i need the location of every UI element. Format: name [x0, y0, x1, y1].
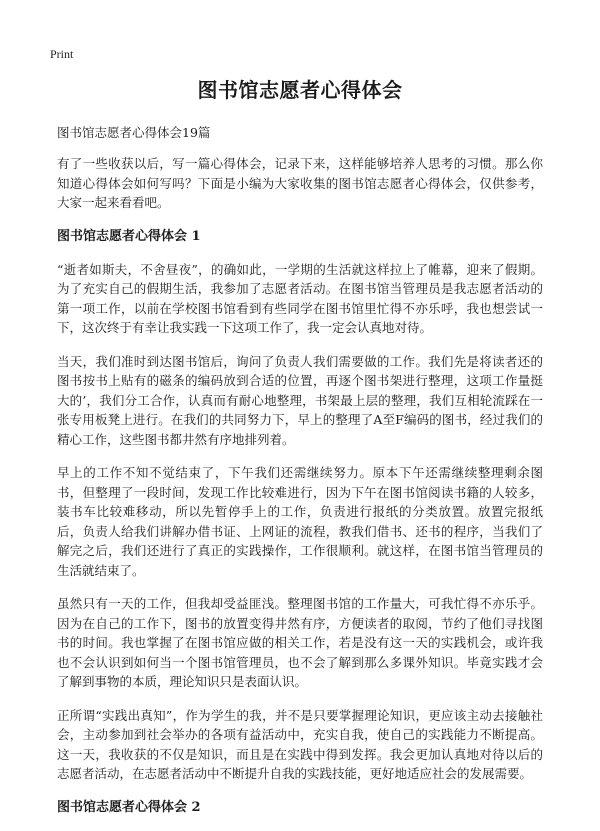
section1-paragraph: 虽然只有一天的工作，但我却受益匪浅。整理图书馆的工作量大，可我忙得不亦乐乎。因为在自己的工作下，图书的放置变得井然有序，方便读者的取阅，节约了他们寻找图书的时间。我也掌握了在图书馆应做的相关工作，若是没有这一天的实践机会，或许我也不会认识到如何当一个图书馆管理员，也不会了解到那么多课外知识。毕竟实践才会了解到事物的本质，理论知识只是表面认识。 — [57, 596, 543, 689]
print-link[interactable]: Print — [50, 47, 74, 61]
document-page — [57, 76, 543, 831]
section-heading-2: 图书馆志愿者心得体会 2 — [57, 799, 201, 815]
intro-paragraph: 有了一些收获以后，写一篇心得体会，记录下来，这样能够培养人思考的习惯。那么你知道心得体会如何写吗？下面是小编为大家收集的图书馆志愿者心得体会，仅供参考，大家一起来看看吧。 — [57, 156, 543, 210]
section1-paragraph: 当天，我们准时到达图书馆后，询问了负责人我们需要做的工作。我们先是将读者还的图书按书上贴有的磁条的编码放到合适的位置，再逐个图书架进行整理，这项工作量挺大的’，我们分工合作，认真而有耐心地整理，书架最上层的整理，我们互相轮流踩在一张专用板凳上进行。在我们的共同努力下，早上的整理了A至F编码的图书，经过我们的精心工作，这些图书都井然有序地排列着。 — [57, 353, 543, 447]
section1-paragraph: 正所谓“实践出真知”，作为学生的我，并不是只要掌握理论知识，更应该主动去接触社会，主动参加到社会举办的各项有益活动中，充实自我，使自己的实践能力不断提高。这一天，我收获的不仅是知识，而且是在实践中得到发挥。我会更加认真地对待以后的志愿者活动，在志愿者活动中不断提升自我的实践技能，更好地适应社会的发展需要。 — [57, 707, 543, 781]
section1-paragraph: “逝者如斯夫，不舍昼夜”，的确如此，一学期的生活就这样拉上了帷幕，迎来了假期。为了充实自己的假期生活，我参加了志愿者活动。在图书馆当管理员是我志愿者活动的第一项工作，以前在学校图书馆看到有些同学在图书馆里忙得不亦乐呼，我也想尝试一下，这次终于有幸让我实践一下这项工作了，我一定会认真地对待。 — [57, 261, 543, 335]
document-subtitle: 图书馆志愿者心得体会19篇 — [57, 125, 211, 140]
section-heading-1: 图书馆志愿者心得体会 1 — [57, 228, 201, 244]
document-title: 图书馆志愿者心得体会 — [197, 78, 403, 102]
section1-paragraph: 早上的工作不知不觉结束了，下午我们还需继续努力。原本下午还需继续整理剩余图书，但整理了一段时间，发现工作比较难进行，因为下午在图书馆阅读书籍的人较多，装书车比较难移动，所以先暂停手上的工作，负责进行报纸的分类放置。放置完报纸后，负责人给我们讲解办借书证、上网证的流程，教我们借书、还书的程序，当我们了解完之后，我们还进行了真正的实践操作，工作很顺利。就这样，在图书馆当管理员的生活就结束了。 — [57, 465, 543, 578]
